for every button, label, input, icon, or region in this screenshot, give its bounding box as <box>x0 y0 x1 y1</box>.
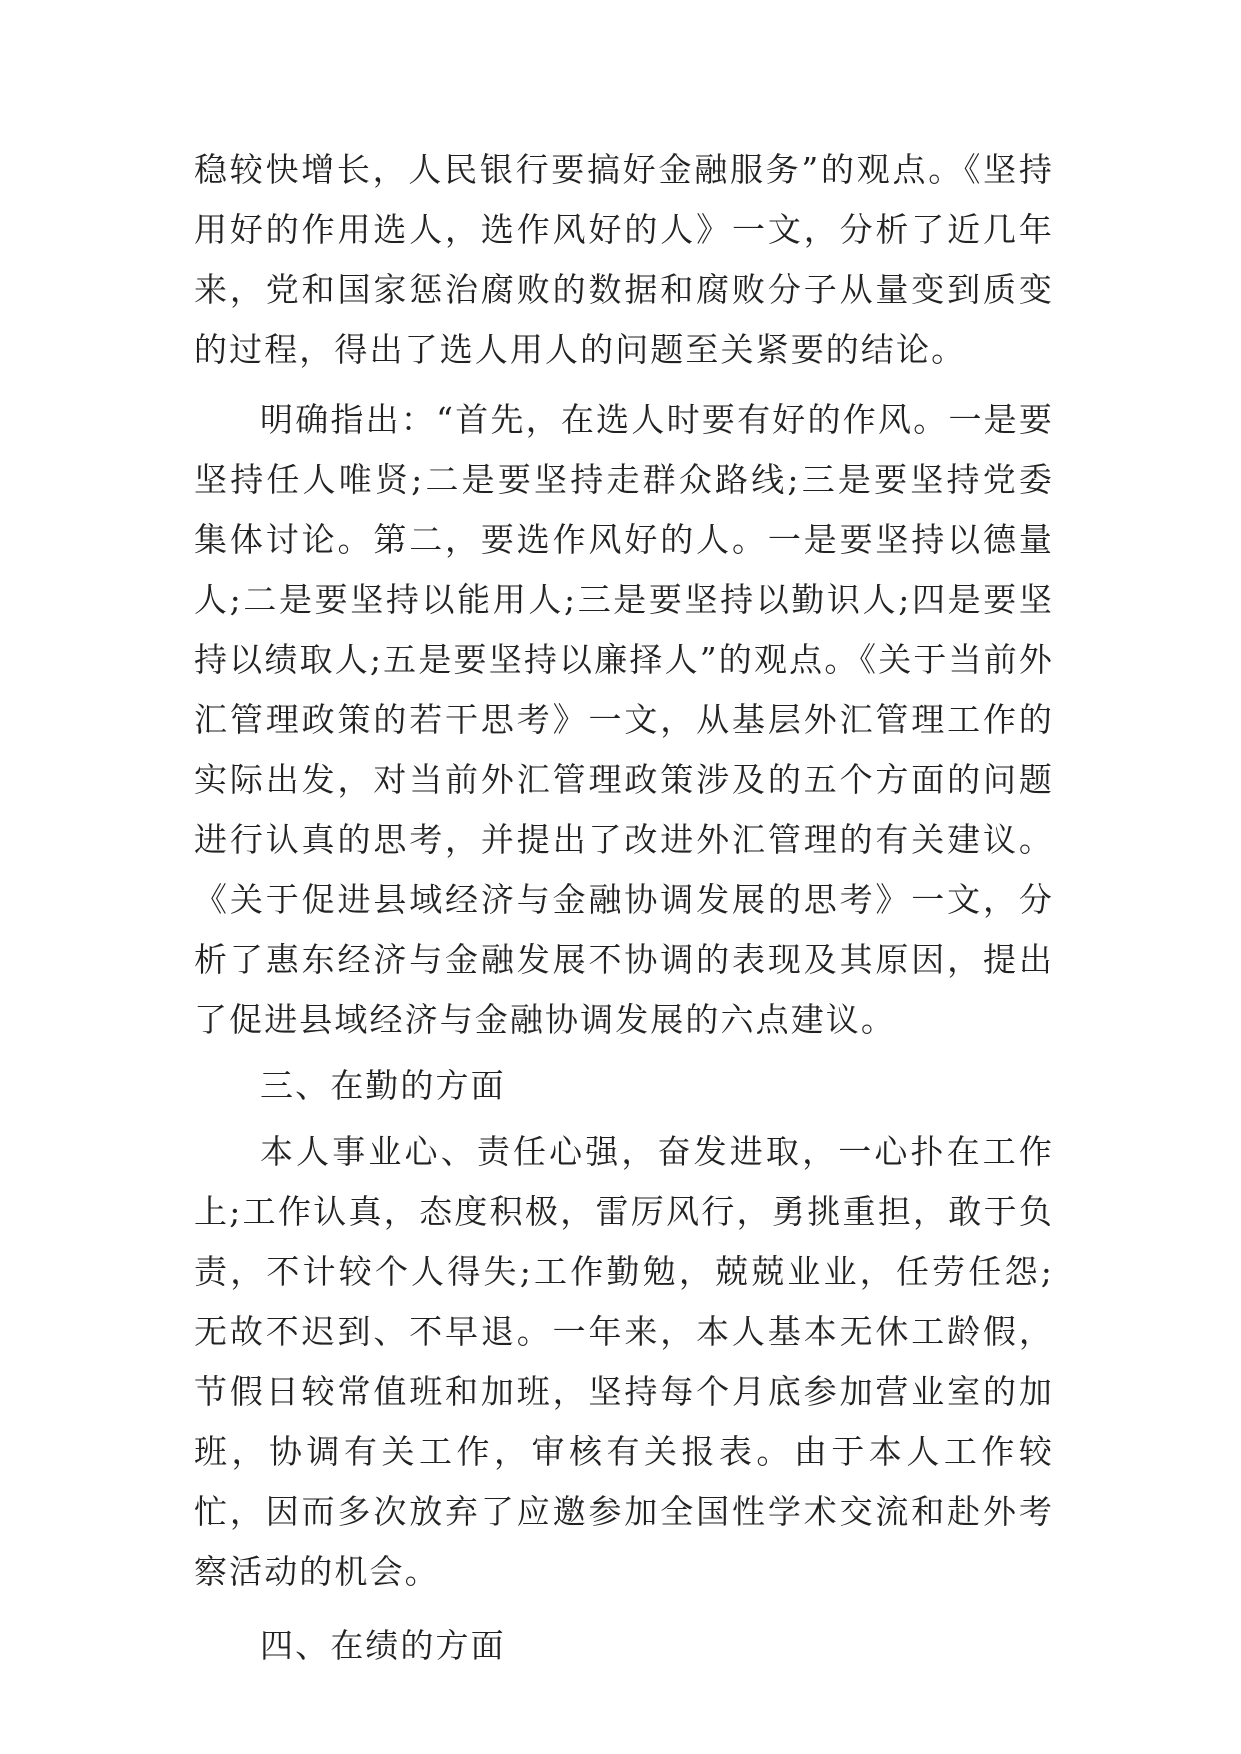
paragraph-selection-criteria: 明确指出：“首先，在选人时要有好的作风。一是要坚持任人唯贤;二是要坚持走群众路线;三是要坚持党委集体讨论。第二，要选作风好的人。一是要坚持以德量人;二是要坚持以能用人;三是要坚持以勤识人;四是要坚持以绩取人;五是要坚持以廉择人”的观点。《关于当前外汇管理政策的若干思考》一文，从基层外汇管理工作的实际出发，对当前外汇管理政策涉及的五个方面的问题进行认真的思考，并提出了改进外汇管理的有关建议。《关于促进县域经济与金融协调发展的思考》一文，分析了惠东经济与金融发展不协调的表现及其原因，提出了促进县域经济与金融协调发展的六点建议。 <box>194 400 1054 1039</box>
section-heading-diligence: 三、在勤的方面 <box>260 1066 506 1105</box>
document-page <box>194 140 1054 1676</box>
paragraph-continuation: 稳较快增长，人民银行要搞好金融服务”的观点。《坚持用好的作用选人，选作风好的人》一文，分析了近几年来，党和国家惩治腐败的数据和腐败分子从量变到质变的过程，得出了选人用人的问题至关紧要的结论。 <box>194 150 1054 369</box>
section-heading-performance: 四、在绩的方面 <box>260 1626 506 1665</box>
paragraph-diligence: 本人事业心、责任心强，奋发进取，一心扑在工作上;工作认真，态度积极，雷厉风行，勇挑重担，敢于负责，不计较个人得失;工作勤勉，兢兢业业，任劳任怨;无故不迟到、不早退。一年来，本人基本无休工龄假，节假日较常值班和加班，坚持每个月底参加营业室的加班，协调有关工作，审核有关报表。由于本人工作较忙，因而多次放弃了应邀参加全国性学术交流和赴外考察活动的机会。 <box>194 1132 1054 1591</box>
